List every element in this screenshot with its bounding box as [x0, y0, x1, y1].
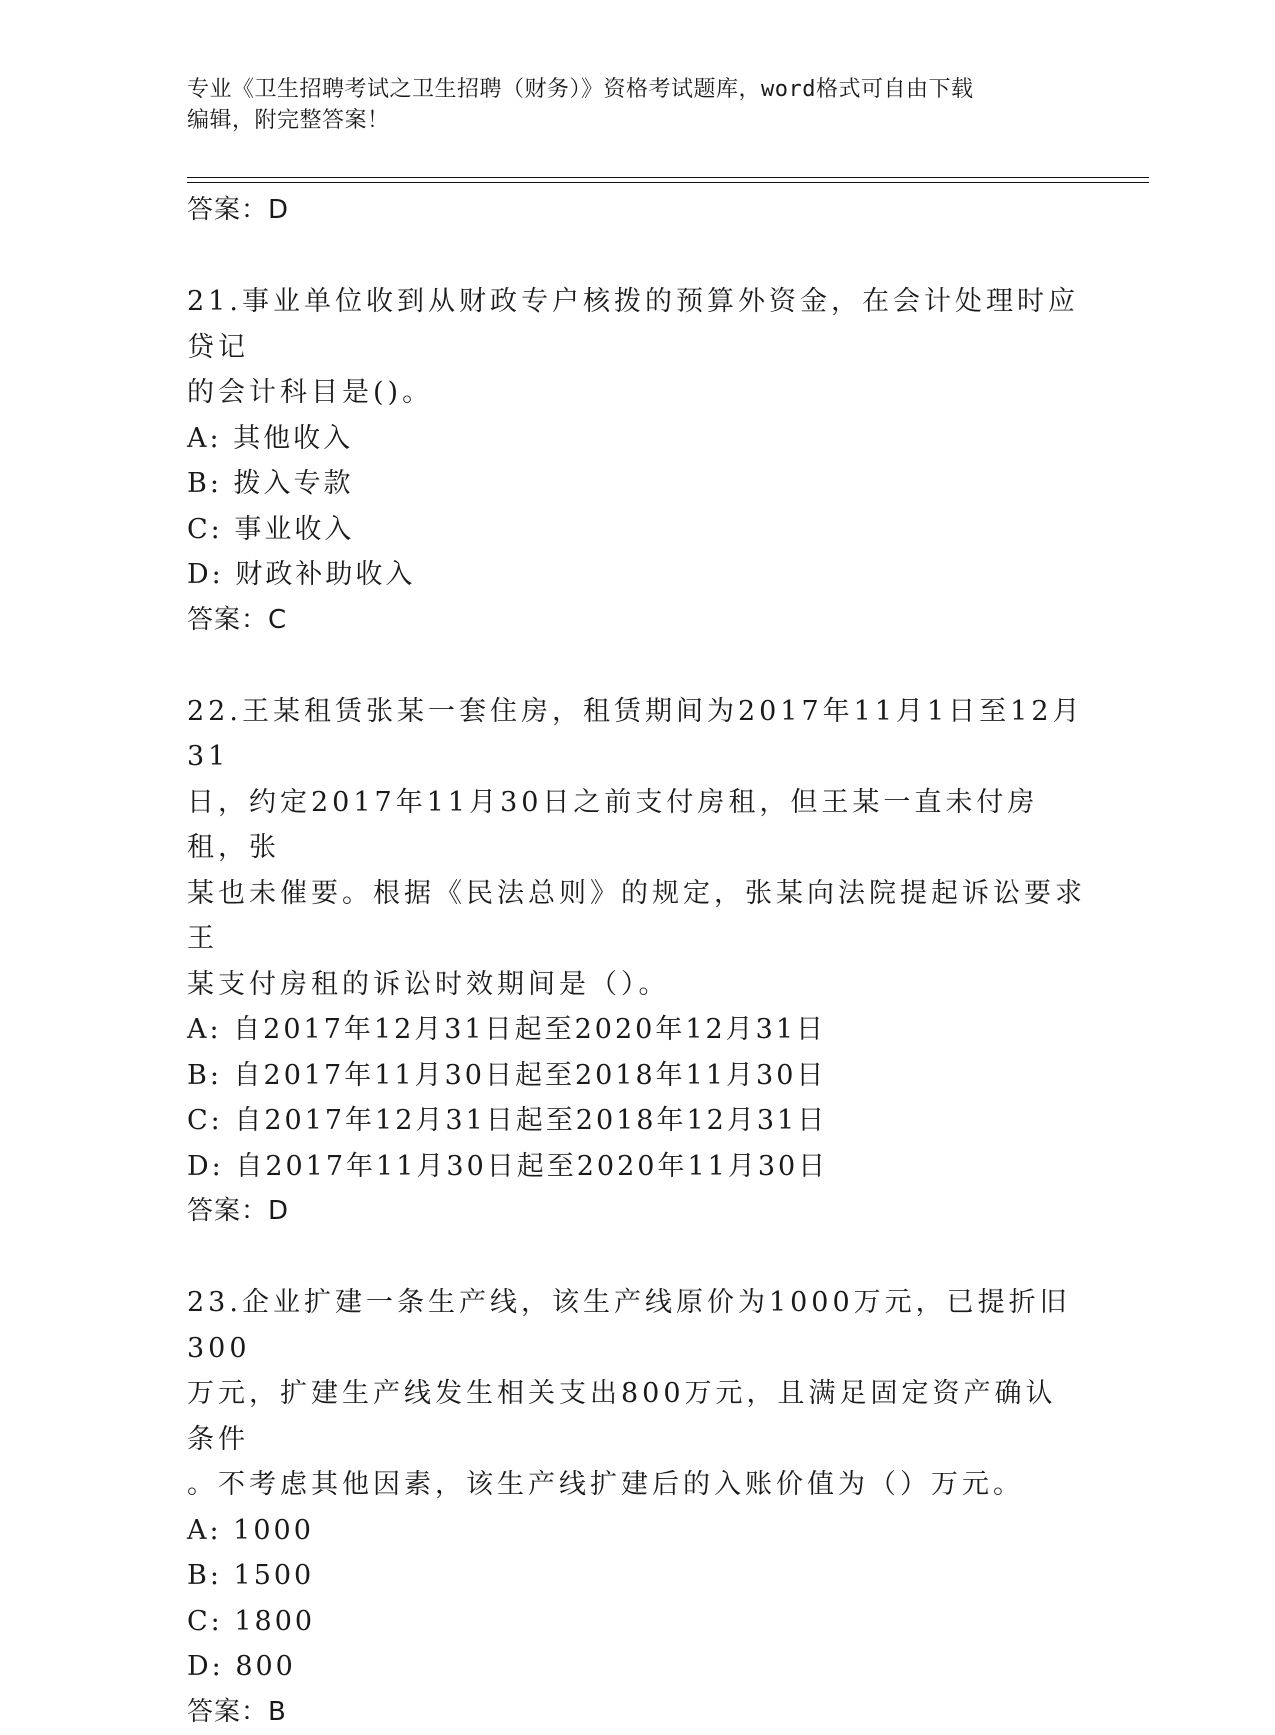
document-body: [187, 188, 1087, 1735]
question-text-line: 22.王某租赁张某一套住房，租赁期间为2017年11月1日至12月31: [187, 695, 1084, 772]
question-text-line: 。不考虑其他因素，该生产线扩建后的入账价值为（）万元。: [187, 1469, 1024, 1500]
header-divider-bottom: [187, 182, 1149, 183]
header-line-1: 专业《卫生招聘考试之卫生招聘（财务）》资格考试题库，word格式可自由下载: [187, 77, 974, 102]
spacer: [187, 233, 1087, 279]
question-text-line: 23.企业扩建一条生产线，该生产线原价为1000万元，已提折旧300: [187, 1287, 1071, 1364]
question-text-line: 某也未催要。根据《民法总则》的规定，张某向法院提起诉讼要求王: [187, 877, 1086, 954]
answer-line: 答案：B: [187, 1696, 287, 1727]
option-d: D: 自2017年11月30日起至2020年11月30日: [187, 1150, 829, 1182]
question-block: [187, 1280, 1087, 1735]
option-d: D: 财政补助收入: [187, 559, 416, 590]
spacer: [187, 1234, 1087, 1280]
option-a: A: 自2017年12月31日起至2020年12月31日: [187, 1014, 827, 1045]
question-text-line: 万元，扩建生产线发生相关支出800万元，且满足固定资产确认条件: [187, 1378, 1057, 1455]
option-b: B: 拨入专款: [187, 468, 354, 499]
option-b: B: 1500: [187, 1560, 315, 1591]
option-a: A: 其他收入: [187, 422, 354, 454]
question-text-line: 的会计科目是()。: [187, 377, 434, 408]
question-text-line: 日，约定2017年11月30日之前支付房租，但王某一直未付房租，张: [187, 786, 1039, 863]
question-text-line: 某支付房租的诉讼时效期间是（）。: [187, 968, 670, 1000]
option-c: C: 事业收入: [187, 513, 355, 545]
answer-line: 答案：D: [187, 1196, 290, 1226]
option-c: C: 1800: [187, 1605, 316, 1637]
document-header: [187, 74, 1087, 136]
question-block: [187, 279, 1087, 643]
option-b: B: 自2017年11月30日起至2018年11月30日: [187, 1059, 827, 1091]
question-block: [187, 689, 1087, 1235]
option-a: A: 1000: [187, 1514, 314, 1546]
question-text-line: 21.事业单位收到从财政专户核拨的预算外资金，在会计处理时应贷记: [187, 286, 1079, 363]
previous-answer: 答案：D: [187, 195, 290, 225]
header-divider-top: [187, 177, 1149, 178]
header-line-2: 编辑，附完整答案！: [187, 108, 390, 133]
option-d: D: 800: [187, 1651, 296, 1682]
option-c: C: 自2017年12月31日起至2018年12月31日: [187, 1105, 828, 1136]
spacer: [187, 643, 1087, 689]
answer-line: 答案：C: [187, 604, 288, 635]
